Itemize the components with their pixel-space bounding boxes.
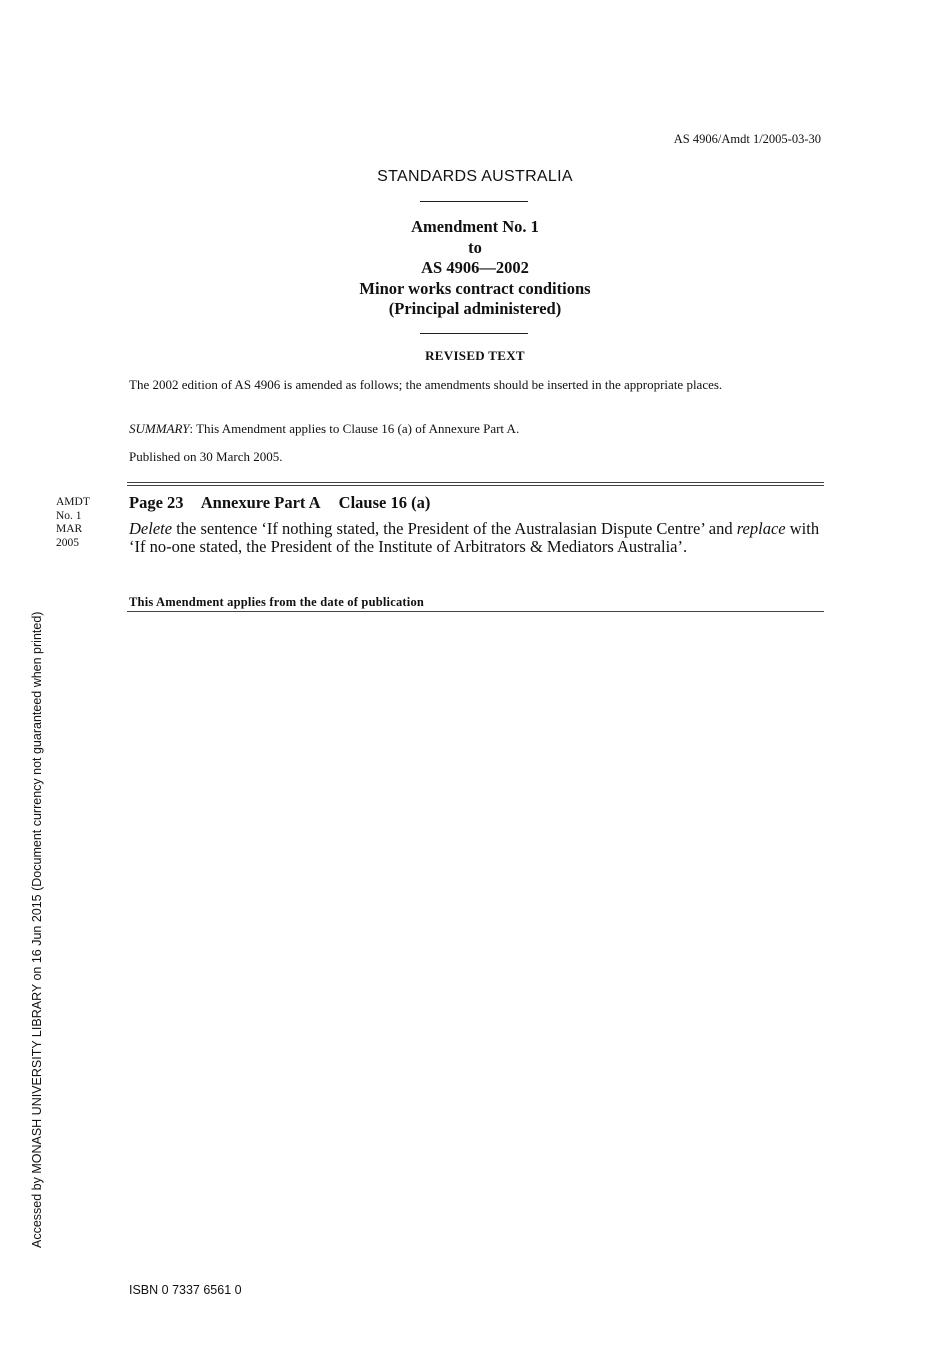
margin-line-4: 2005 [56, 536, 79, 549]
summary-label: SUMMARY [129, 421, 190, 436]
summary [129, 420, 822, 437]
margin-line-2: No. 1 [56, 509, 82, 522]
double-rule [127, 482, 824, 486]
section-clause: Clause 16 (a) [338, 493, 431, 512]
title-line-5: (Principal administered) [388, 299, 562, 319]
replace-word: replace [736, 519, 786, 538]
title-line-3: AS 4906—2002 [421, 258, 529, 278]
organization-name: STANDARDS AUSTRALIA [377, 168, 573, 185]
isbn: ISBN 0 7337 6561 0 [129, 1283, 242, 1297]
margin-line-1: AMDT [56, 496, 90, 508]
summary-text: : This Amendment applies to Clause 16 (a) of Annexure Part A. [189, 421, 520, 436]
access-side-note: Accessed by MONASH UNIVERSITY LIBRARY on 16 Jun 2015 (Document currency not guaranteed when printed) [30, 611, 44, 1248]
amendment-body [129, 520, 822, 555]
margin-line-3: MAR [56, 523, 83, 535]
applies-note: This Amendment applies from the date of publication [129, 595, 425, 609]
document-reference: AS 4906/Amdt 1/2005-03-30 [673, 132, 821, 146]
title-line-2: to [468, 237, 482, 257]
published-date: Published on 30 March 2005. [129, 449, 283, 464]
title-line-1: Amendment No. 1 [411, 217, 539, 236]
replace-text: with ‘If no-one stated, the President of the Institute of Arbitrators & Mediators Australia’. [129, 519, 820, 556]
title-line-4: Minor works contract conditions [359, 278, 591, 298]
section-heading [129, 493, 444, 513]
divider-bottom [420, 333, 528, 334]
edition-note: The 2002 edition of AS 4906 is amended as follows; the amendments should be inserted in the appropriate places. [129, 377, 723, 392]
bottom-rule [127, 611, 824, 612]
amendment-margin-note [56, 496, 90, 550]
revised-text-label: REVISED TEXT [425, 348, 525, 363]
delete-text: the sentence ‘If nothing stated, the President of the Australasian Dispute Centre’ and [172, 519, 737, 538]
section-page: Page 23 [129, 493, 184, 512]
delete-word: Delete [129, 519, 173, 538]
amendment-title [0, 217, 950, 320]
section-part: Annexure Part A [200, 493, 321, 512]
divider-top [420, 201, 528, 202]
